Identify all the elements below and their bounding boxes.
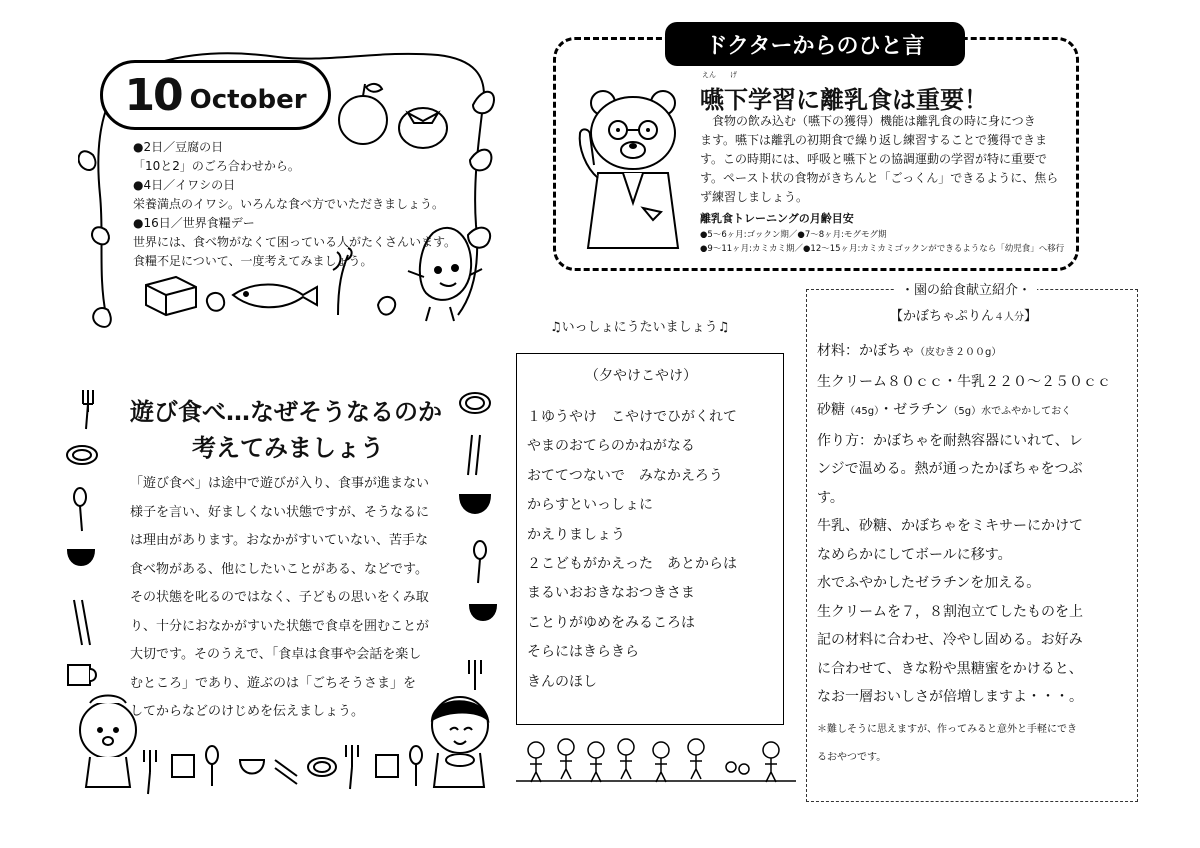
month-title: [100, 60, 331, 130]
lyric-line: そらにはきらきら: [527, 644, 639, 661]
step-line: なお一層おいしさが倍増しますよ・・・。: [817, 689, 1083, 705]
lyric-line: まるいおおきなおつきさま: [527, 585, 695, 602]
play-line: り、十分におなかがすいた状態で食卓を囲むことが: [130, 618, 430, 634]
training-title: 離乳食トレーニングの月齢目安: [700, 212, 854, 225]
play-line: 様子を言い、好ましくない状態ですが、そうなるに: [130, 504, 430, 520]
play-title-line2: 考えてみましょう: [192, 434, 384, 462]
recipe-header: ・園の給食献立紹介・: [895, 279, 1037, 298]
step-line: ンジで温める。熱が通ったかぼちゃをつぶ: [817, 461, 1083, 477]
ingredient-line: 生クリーム８０ｃｃ・牛乳２２０～２５０ｃｃ: [817, 373, 1111, 390]
event-line: 栄養満点のイワシ。いろんな食べ方でいただきましょう。: [133, 197, 445, 211]
song-lyrics: [527, 403, 737, 697]
play-line: 食べ物がある、他にしたいことがある、などです。: [130, 561, 428, 577]
ruby-en: えん: [702, 71, 716, 79]
lyric-line: おててつないで みなかえろう: [527, 467, 723, 484]
training-line: ●5～6ヶ月:ゴックン期／●7～8ヶ月:モグモグ期: [700, 230, 887, 240]
note-line: るおやつです。: [817, 752, 887, 763]
lyric-line: ことりがゆめをみるころは: [527, 614, 695, 631]
lyric-line: ２こどもがかえった あとからは: [527, 556, 737, 573]
recipe-note: [817, 716, 1077, 772]
bear-doctor-illustration: [568, 88, 693, 253]
recipe-title: 【かぼちゃぷりん４人分】: [890, 309, 1038, 324]
lyric-line: からすといっしょに: [527, 497, 653, 514]
play-title-line1: 遊び食べ…なぜそうなるのか: [130, 398, 442, 426]
training-lines: [700, 228, 1064, 256]
step-line: 水でふやかしたゼラチンを加える。: [817, 575, 1041, 591]
training-line: ●9～11ヶ月:カミカミ期／●12～15ヶ月:カミカミゴックンができるようなら「幼児食」へ移行: [700, 244, 1065, 254]
play-line: 「遊び食べ」は途中で遊びが入り、食事が進まない: [130, 476, 430, 491]
october-events: [133, 138, 463, 271]
doctor-subtitle: えん げ 嚥下学習に離乳食は重要！: [700, 71, 988, 114]
lyric-line: かえりましょう: [527, 526, 625, 543]
step-line: に合わせて、きな粉や黒糖蜜をかけると、: [817, 660, 1083, 677]
doctor-body: [700, 112, 1065, 207]
doctor-line: す。この時期には、呼吸と嚥下との協調運動の学習が特に重要で: [700, 152, 1048, 166]
event-line: 「10と2」のごろ合わせから。: [133, 159, 300, 173]
lyric-line: きんのほし: [527, 673, 597, 690]
children-illustration: [516, 735, 796, 785]
event-line: ●4日／イワシの日: [133, 178, 236, 192]
doctor-line: 食物の飲み込む（嚥下の獲得）機能は離乳食の時に身につき: [700, 114, 1036, 128]
note-line: ＊難しそうに思えますが、作ってみると意外と手軽にでき: [817, 724, 1077, 735]
step-line: す。: [817, 489, 844, 506]
ingredient-line: 砂糖（45g）・ゼラチン（5g）水でふやかしておく: [817, 402, 1072, 418]
event-line: ●2日／豆腐の日: [133, 140, 224, 154]
play-line: は理由があります。おなかがすいていない、苦手な: [130, 533, 428, 548]
step-line: 作り方：かぼちゃを耐熱容器にいれて、レ: [817, 432, 1083, 449]
doctor-line: す。ペースト状の食物がきちんと「ごっくん」できるように、焦ら: [700, 171, 1059, 185]
song-header: ♫いっしょにうたいましょう♫: [550, 320, 730, 335]
play-line: むところ」であり、遊ぶのは「ごちそうさま」を: [130, 675, 417, 691]
play-line: してからなどのけじめを伝えましょう。: [130, 704, 365, 719]
step-line: なめらかにしてボールに移す。: [817, 546, 1012, 563]
song-title: （夕やけこやけ）: [585, 368, 697, 384]
month-name: October: [189, 85, 307, 115]
ingredient-line: 材料：かぼちゃ（皮むき２００g）: [817, 343, 1002, 359]
play-line: 大切です。そのうえで、「食卓は食事や会話を楽し: [130, 647, 422, 662]
doctor-line: ず練習しましょう。: [700, 190, 809, 204]
lyric-line: １ゆうやけ こやけでひがくれて: [527, 409, 737, 425]
recipe-body: [817, 337, 1132, 712]
step-line: 生クリームを７，８割泡立てしたものを上: [817, 603, 1083, 620]
play-line: その状態を叱るのではなく、子どもの思いをくみ取: [130, 590, 429, 605]
lyric-line: やまのおてらのかねがなる: [527, 438, 695, 455]
step-line: 牛乳、砂糖、かぼちゃをミキサーにかけて: [817, 518, 1083, 534]
play-body: [130, 470, 470, 727]
event-line: 世界には、食べ物がなくて困っている人がたくさんいます。: [133, 235, 457, 249]
ruby-ge: げ: [730, 71, 737, 79]
month-number: 10: [124, 69, 182, 121]
doctor-line: ます。嚥下は離乳の初期食で繰り返し練習することで獲得できま: [700, 133, 1048, 147]
step-line: 記の材料に合わせ、冷やし固める。お好み: [817, 632, 1083, 648]
event-line: ●16日／世界食糧デー: [133, 216, 255, 230]
doctor-header: ドクターからのひと言: [665, 22, 965, 66]
event-line: 食糧不足について、一度考えてみましょう。: [133, 254, 373, 268]
